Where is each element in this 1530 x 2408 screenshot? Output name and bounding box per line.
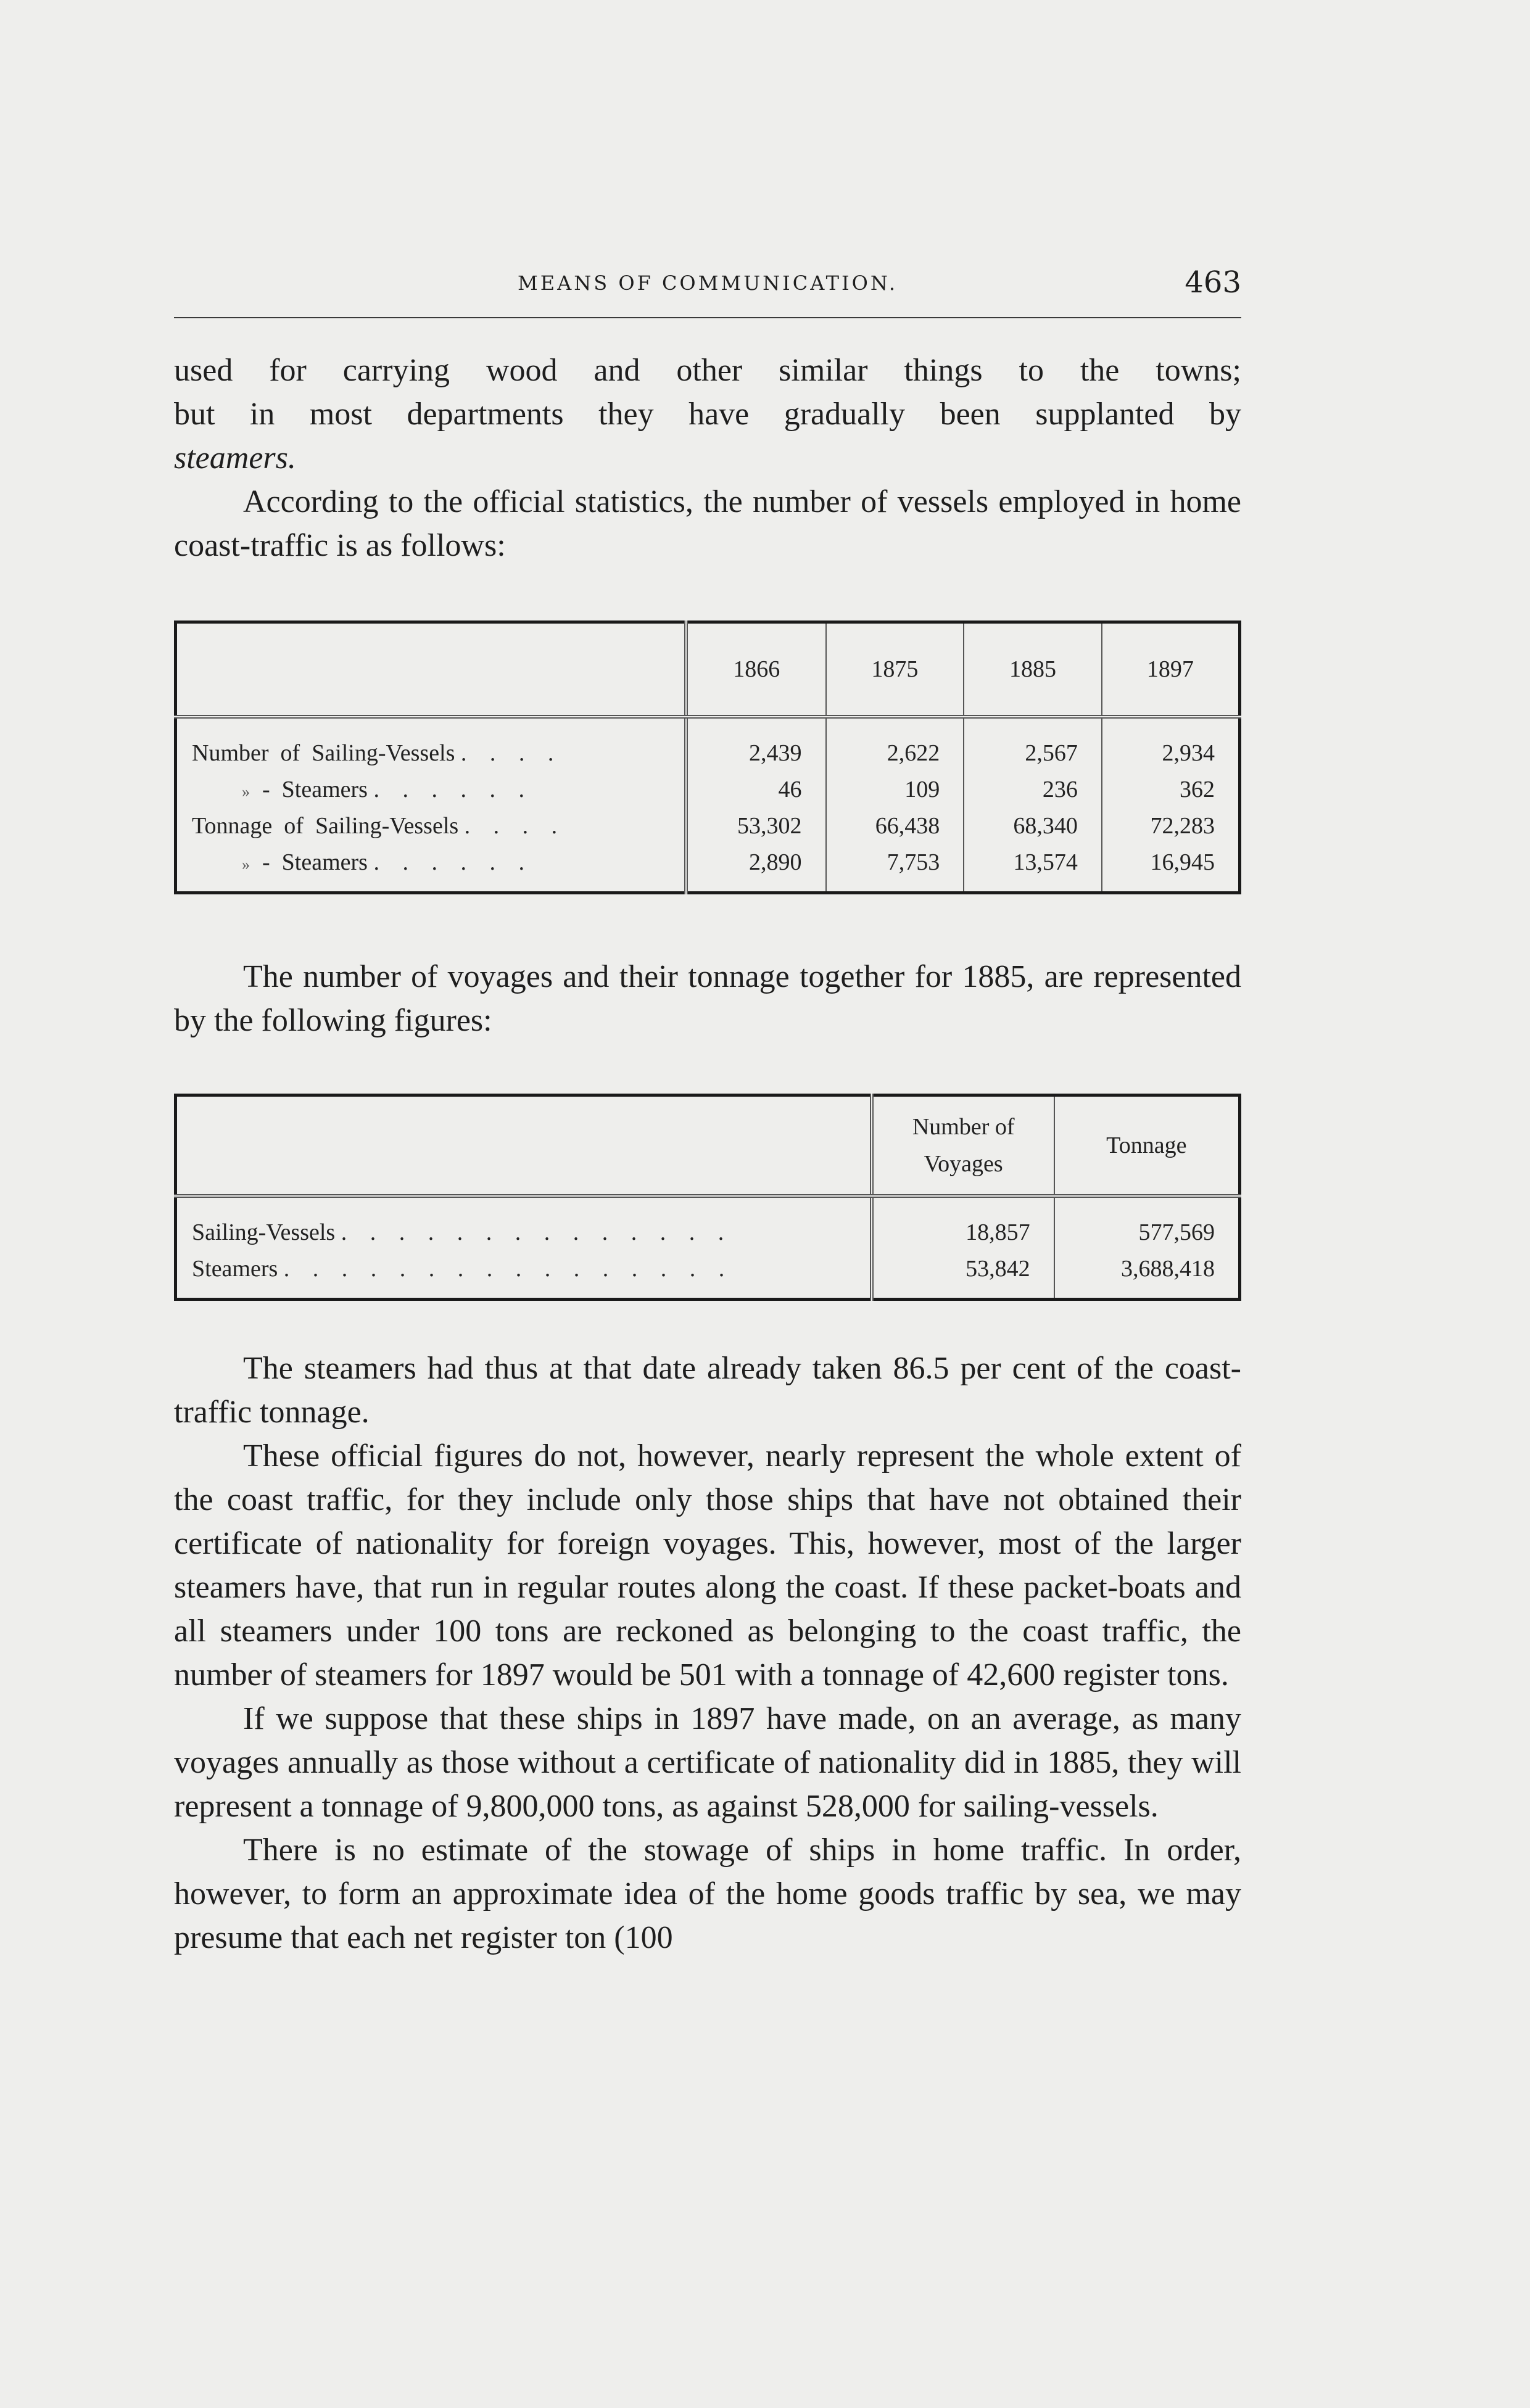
table-cell: 72,283 (1102, 807, 1240, 844)
table-cell: 2,934 (1102, 735, 1240, 771)
header-blank (176, 622, 686, 717)
paragraph-voyages-intro: The number of voyages and their tonnage together for 1885, are represented by the following figures: (174, 959, 1241, 1038)
header-blank (176, 1095, 872, 1197)
paragraph-stowage: There is no estimate of the stowage of ships in home traffic. In order, however, to form an approximate idea of the home goods traffic by sea, we may presume that each net register ton (100 (174, 1833, 1241, 1955)
row-label: Tonnage of Sailing-Vessels . . . . (192, 812, 566, 839)
table-row (176, 844, 1240, 880)
table-cell: 13,574 (964, 844, 1102, 880)
running-title: MEANS OF COMMUNICATION. (518, 271, 898, 295)
voyages-tonnage-table (174, 1094, 1241, 1301)
row-label: » - Steamers . . . . . . (176, 771, 686, 807)
table-cell: 3,688,418 (1054, 1250, 1240, 1287)
voyages-intro (174, 955, 1241, 1042)
table-row (176, 735, 1240, 771)
paragraph-steamers-share: The steamers had thus at that date already taken 86.5 per cent of the coast-traffic tonnage. (174, 1351, 1241, 1430)
table-cell: 2,890 (686, 844, 826, 880)
table-cell: 66,438 (826, 807, 964, 844)
column-header: 1885 (964, 622, 1102, 717)
table-header-row (176, 1095, 1240, 1197)
row-label: Number of Sailing-Vessels . . . . (192, 740, 563, 766)
row-label: » - Steamers . . . . . . (176, 844, 686, 880)
paragraph-statistics-intro: According to the official statistics, the number of vessels employed in home coast-traffic is as follows: (174, 484, 1241, 563)
table-row (176, 771, 1240, 807)
table-cell: 53,842 (872, 1250, 1054, 1287)
page-number: 463 (1185, 265, 1241, 300)
table-cell: 236 (964, 771, 1102, 807)
opening-paragraphs (174, 348, 1241, 567)
p1-line-2: but in most departments they have gradually been supplanted by (174, 397, 1241, 432)
table-cell: 53,302 (686, 807, 826, 844)
table-cell: 68,340 (964, 807, 1102, 844)
paragraph-continued-line-2 (174, 392, 1241, 436)
p1-line-1: used for carrying wood and other similar things to the towns; (174, 353, 1241, 388)
table-cell: 16,945 (1102, 844, 1240, 880)
table-header-row (176, 622, 1240, 717)
table-row (176, 807, 1240, 844)
running-head (174, 265, 1241, 318)
italic-word: steamers. (174, 440, 296, 476)
column-header: 1875 (826, 622, 964, 717)
table-cell: 577,569 (1054, 1214, 1240, 1250)
table-cell: 362 (1102, 771, 1240, 807)
table-cell: 46 (686, 771, 826, 807)
paragraph-continued-line-3 (174, 436, 1241, 480)
row-label: Steamers . . . . . . . . . . . . . . . . (192, 1255, 734, 1282)
vessel-statistics-table (174, 621, 1241, 894)
table-row (176, 1214, 1240, 1250)
table-cell: 2,567 (964, 735, 1102, 771)
column-header: 1897 (1102, 622, 1240, 717)
table-cell: 109 (826, 771, 964, 807)
table-cell: 18,857 (872, 1214, 1054, 1250)
paragraph-continued (174, 348, 1241, 392)
closing-paragraphs (174, 1346, 1241, 1960)
paragraph-official-figures: These official figures do not, however, nearly represent the whole extent of the coast traffic, for they include only those ships that have not obtained their certificate of nationality for foreign voyages. This, however, most of the larger steamers have, that run in regular routes along the coast. If these packet-boats and all steamers under 100 tons are reckoned as belonging to the coast traffic, the number of steamers for 1897 would be 501 with a tonnage of 42,600 register tons. (174, 1438, 1241, 1693)
table-cell: 7,753 (826, 844, 964, 880)
ditto-mark: » (242, 782, 250, 801)
table-cell: 2,622 (826, 735, 964, 771)
row-label: Sailing-Vessels . . . . . . . . . . . . . . (192, 1219, 733, 1245)
ditto-mark: » (242, 855, 250, 873)
table-cell: 2,439 (686, 735, 826, 771)
column-header: 1866 (686, 622, 826, 717)
table-row (176, 1250, 1240, 1287)
column-header-tonnage: Tonnage (1054, 1095, 1240, 1197)
paragraph-estimate: If we suppose that these ships in 1897 have made, on an average, as many voyages annually as those without a certificate of nationality did in 1885, they will represent a tonnage of 9,800,000 tons, as against 528,000 for sailing-vessels. (174, 1701, 1241, 1824)
column-header-voyages: Number of Voyages (872, 1095, 1054, 1197)
